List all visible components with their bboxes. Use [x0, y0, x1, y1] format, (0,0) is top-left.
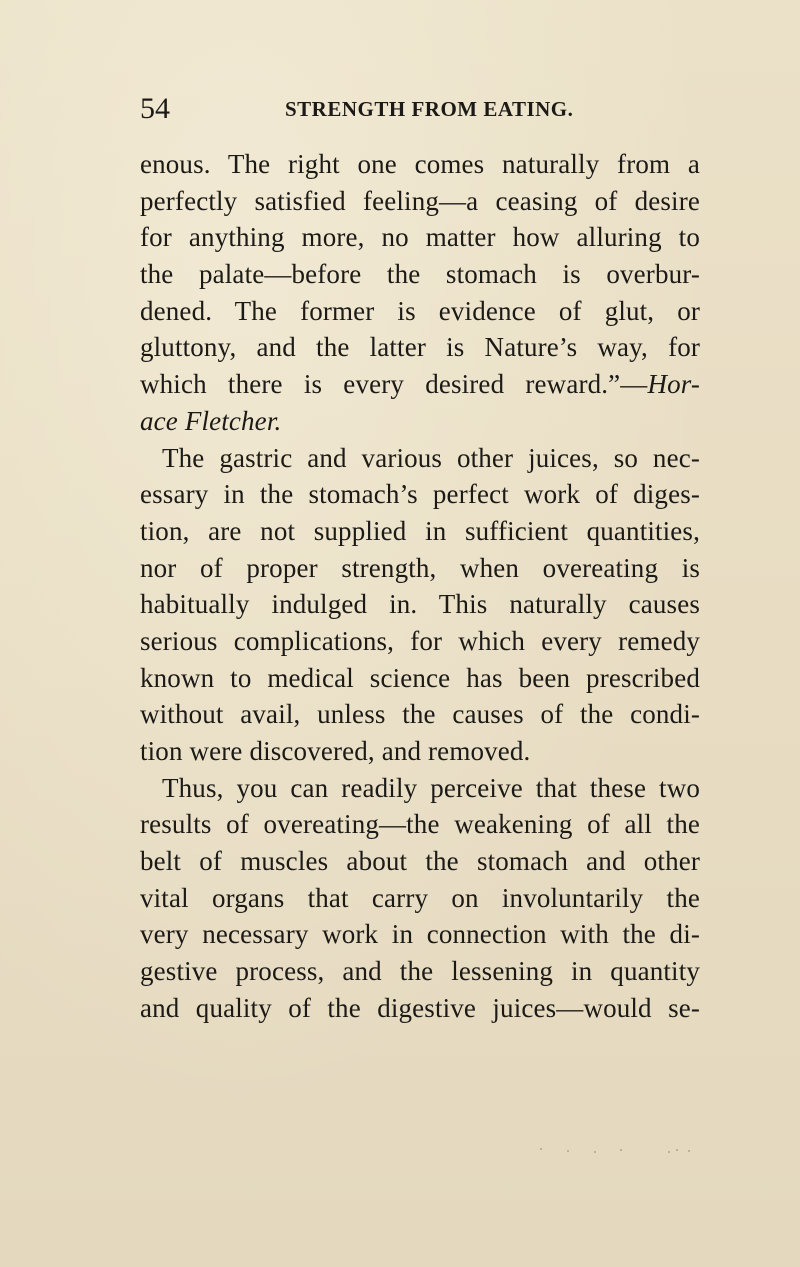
paper-speck: [594, 1151, 596, 1153]
paper-speck: [540, 1148, 542, 1150]
author-name-part: Hor-: [647, 369, 700, 400]
paper-speck: [676, 1149, 678, 1151]
text-line: nor of proper strength, when overeating is: [140, 552, 700, 583]
text-line: essary in the stomach’s perfect work of diges-: [140, 479, 700, 510]
text-segment: which there is every desired reward.”—: [140, 369, 648, 400]
page-header: [140, 91, 700, 127]
text-line: serious complications, for which every remedy: [140, 625, 700, 656]
paragraph-1: [140, 146, 700, 440]
text-line: gestive process, and the lessening in quantity: [140, 956, 700, 987]
page-number: 54: [140, 92, 170, 125]
text-line: [140, 366, 700, 403]
paragraph-2: [140, 440, 700, 770]
text-line: results of overeating—the weakening of all the: [140, 809, 700, 840]
body-text: [140, 146, 700, 1027]
paper-speck: [620, 1149, 622, 1151]
text-line: dened. The former is evidence of glut, or: [140, 295, 700, 326]
text-line: known to medical science has been prescribed: [140, 662, 700, 693]
author-name-part: ace Fletcher.: [140, 405, 282, 436]
text-line: perfectly satisfied feeling—a ceasing of desire: [140, 185, 700, 216]
text-line: for anything more, no matter how alluring to: [140, 222, 700, 253]
text-line: without avail, unless the causes of the condi-: [140, 699, 700, 730]
text-line: vital organs that carry on involuntarily the: [140, 882, 700, 913]
text-line: Thus, you can readily perceive that these two: [162, 772, 700, 803]
paper-speck: [567, 1150, 569, 1152]
text-line: tion were discovered, and removed.: [140, 736, 531, 766]
text-line: gluttony, and the latter is Nature’s way, for: [140, 332, 700, 363]
paper-speck: [668, 1151, 670, 1153]
paper-speck: [688, 1150, 690, 1152]
text-line: very necessary work in connection with the di-: [140, 919, 700, 950]
text-line: enous. The right one comes naturally from a: [140, 149, 700, 179]
text-line: The gastric and various other juices, so nec-: [162, 442, 700, 473]
text-line: habitually indulged in. This naturally causes: [140, 589, 700, 620]
text-line: tion, are not supplied in sufficient quantities,: [140, 515, 700, 546]
running-head: STRENGTH FROM EATING.: [285, 97, 574, 121]
text-line: the palate—before the stomach is overbur-: [140, 259, 700, 290]
text-line: belt of muscles about the stomach and other: [140, 846, 700, 877]
text-line: and quality of the digestive juices—would se-: [140, 992, 700, 1023]
paragraph-3: [140, 770, 700, 1027]
